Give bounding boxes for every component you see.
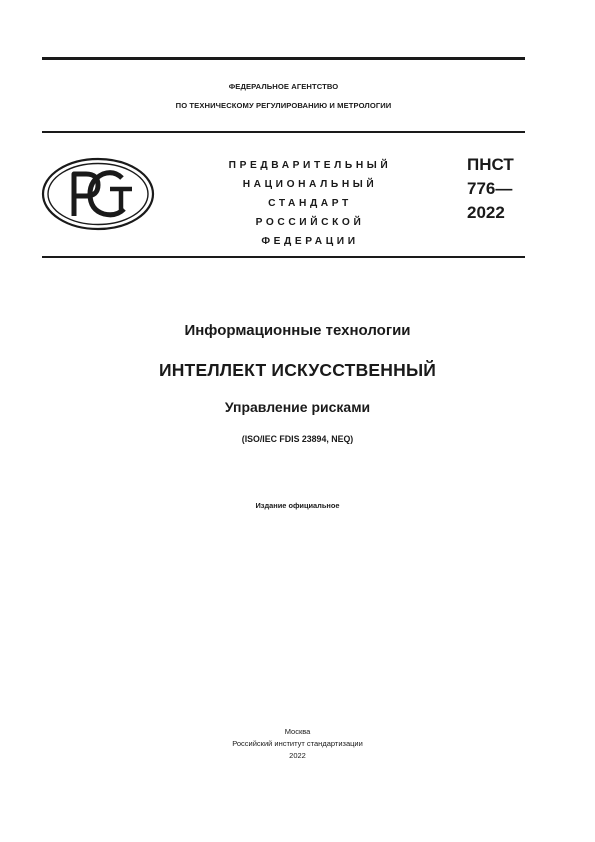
standard-type-line: НАЦИОНАЛЬНЫЙ — [242, 179, 378, 190]
title-subtitle: Управление рисками — [224, 399, 371, 415]
standard-type-line: ФЕДЕРАЦИИ — [261, 236, 359, 247]
title-group: Информационные технологии — [184, 322, 411, 339]
bottom-rule — [42, 256, 525, 258]
agency-name-line-1: ФЕДЕРАЛЬНОЕ АГЕНТСТВО — [228, 82, 339, 91]
iso-reference: (ISO/IEC FDIS 23894, NEQ) — [241, 434, 354, 444]
publisher-institute: Российский институт стандартизации — [232, 739, 363, 748]
middle-rule — [42, 131, 525, 133]
gost-r-emblem-icon — [40, 156, 156, 232]
publisher-block — [0, 726, 595, 762]
standard-type-block — [205, 156, 415, 251]
standard-prefix: ПНСТ — [467, 155, 514, 174]
standard-type-line: СТАНДАРТ — [268, 198, 352, 209]
standard-number-block — [467, 153, 514, 225]
title-main: ИНТЕЛЛЕКТ ИСКУССТВЕННЫЙ — [158, 360, 437, 380]
top-rule — [42, 57, 525, 60]
edition-note: Издание официальное — [255, 501, 340, 510]
agency-name-line-2: ПО ТЕХНИЧЕСКОМУ РЕГУЛИРОВАНИЮ И МЕТРОЛОГИИ — [175, 101, 392, 110]
publisher-year: 2022 — [289, 751, 306, 760]
standard-type-line: РОССИЙСКОЙ — [255, 217, 365, 228]
standard-number: 776— — [467, 179, 513, 198]
standard-type-line: ПРЕДВАРИТЕЛЬНЫЙ — [228, 160, 392, 171]
publisher-city: Москва — [284, 727, 311, 736]
standard-year: 2022 — [467, 203, 505, 222]
